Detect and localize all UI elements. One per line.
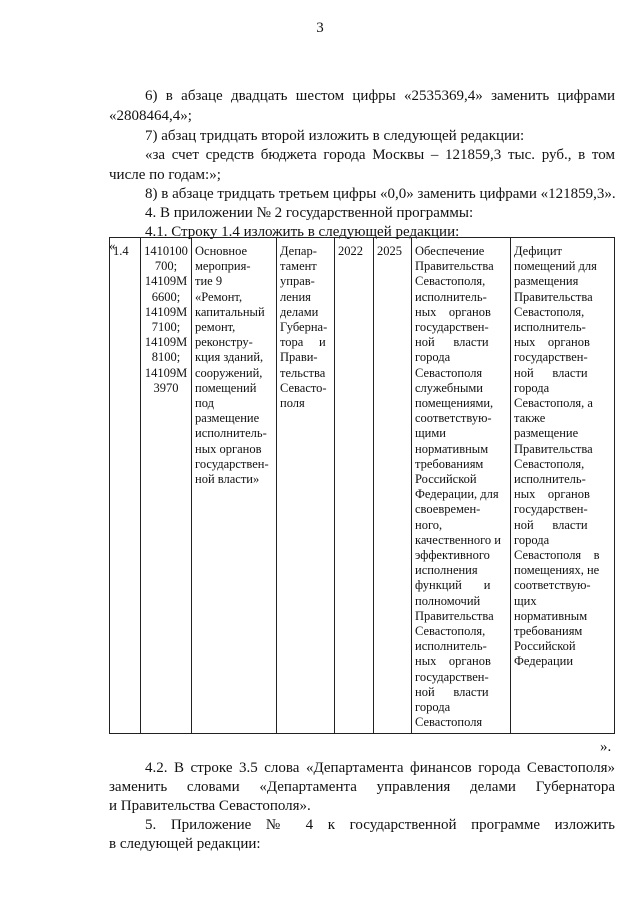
paragraph-4-1: 4.1. Строку 1.4 изложить в следующей редакции: xyxy=(145,224,460,240)
paragraph-6-line2: «2808464,4»; xyxy=(109,108,192,124)
paragraph-4: 4. В приложении № 2 государственной программы: xyxy=(145,205,474,221)
paragraph-6-line1: 6) в абзаце двадцать шестом цифры «2535369,4» заменить цифрами xyxy=(145,88,615,104)
cell-problem-description: Дефицит помещений для размещения Правительства Севастополя, исполнитель- ных органов государствен- ной власти города Севастополя, а также размещение Правительства Севастополя, исполнитель- ных органов государствен- ной власти города Севастополя в помещениях, не соответствую- щих нормативным требованиям Российской Федерации xyxy=(511,238,615,734)
paragraph-4-2-line2: заменить словами «Департамента управления делами Губернатора xyxy=(109,779,615,795)
cell-row-number: 1.4 xyxy=(110,238,141,734)
program-table xyxy=(109,237,615,734)
paragraph-5-line1: 5. Приложение № 4 к государственной программе изложить xyxy=(145,817,615,833)
paragraph-7-quote-line1: «за счет средств бюджета города Москвы – 121859,3 тыс. руб., в том xyxy=(145,147,615,163)
cell-executor: Депар- тамент управ- ления делами Губерна- тора и Прави- тельства Севасто- поля xyxy=(277,238,335,734)
open-quote: « xyxy=(109,238,116,253)
page-number: 3 xyxy=(316,20,324,36)
cell-event-name: Основное мероприя- тие 9 «Ремонт, капитальный ремонт, реконстру- кция зданий, сооружений, помещений под размещение исполнитель- ных органов государствен- ной власти» xyxy=(192,238,277,734)
paragraph-4-2-line3: и Правительства Севастополя». xyxy=(109,798,311,814)
cell-year-start: 2022 xyxy=(335,238,374,734)
paragraph-8: 8) в абзаце тридцать третьем цифры «0,0» заменить цифрами «121859,3». xyxy=(145,186,616,202)
paragraph-4-2-line1: 4.2. В строке 3.5 слова «Департамента финансов города Севастополя» xyxy=(145,760,615,776)
cell-year-end: 2025 xyxy=(374,238,412,734)
paragraph-7: 7) абзац тридцать второй изложить в следующей редакции: xyxy=(145,128,525,144)
paragraph-5-line2: в следующей редакции: xyxy=(109,836,261,852)
close-quote: ». xyxy=(600,739,612,755)
table-row xyxy=(110,238,615,734)
cell-expected-result: Обеспечение Правительства Севастополя, исполнитель- ных органов государствен- ной власти города Севастополя служебными помещениями, соответствую- щими нормативным требованиям Российской Федерации, для своевремен- ного, качественного и эффективного исполнения функций и полномочий Правительства Севастополя, исполнитель- ных органов государствен- ной власти города Севастополя xyxy=(412,238,511,734)
cell-budget-codes: 1410100 700; 14109М 6600; 14109М 7100; 14109М 8100; 14109М 3970 xyxy=(141,238,192,734)
paragraph-7-quote-line2: числе по годам:»; xyxy=(109,167,221,183)
